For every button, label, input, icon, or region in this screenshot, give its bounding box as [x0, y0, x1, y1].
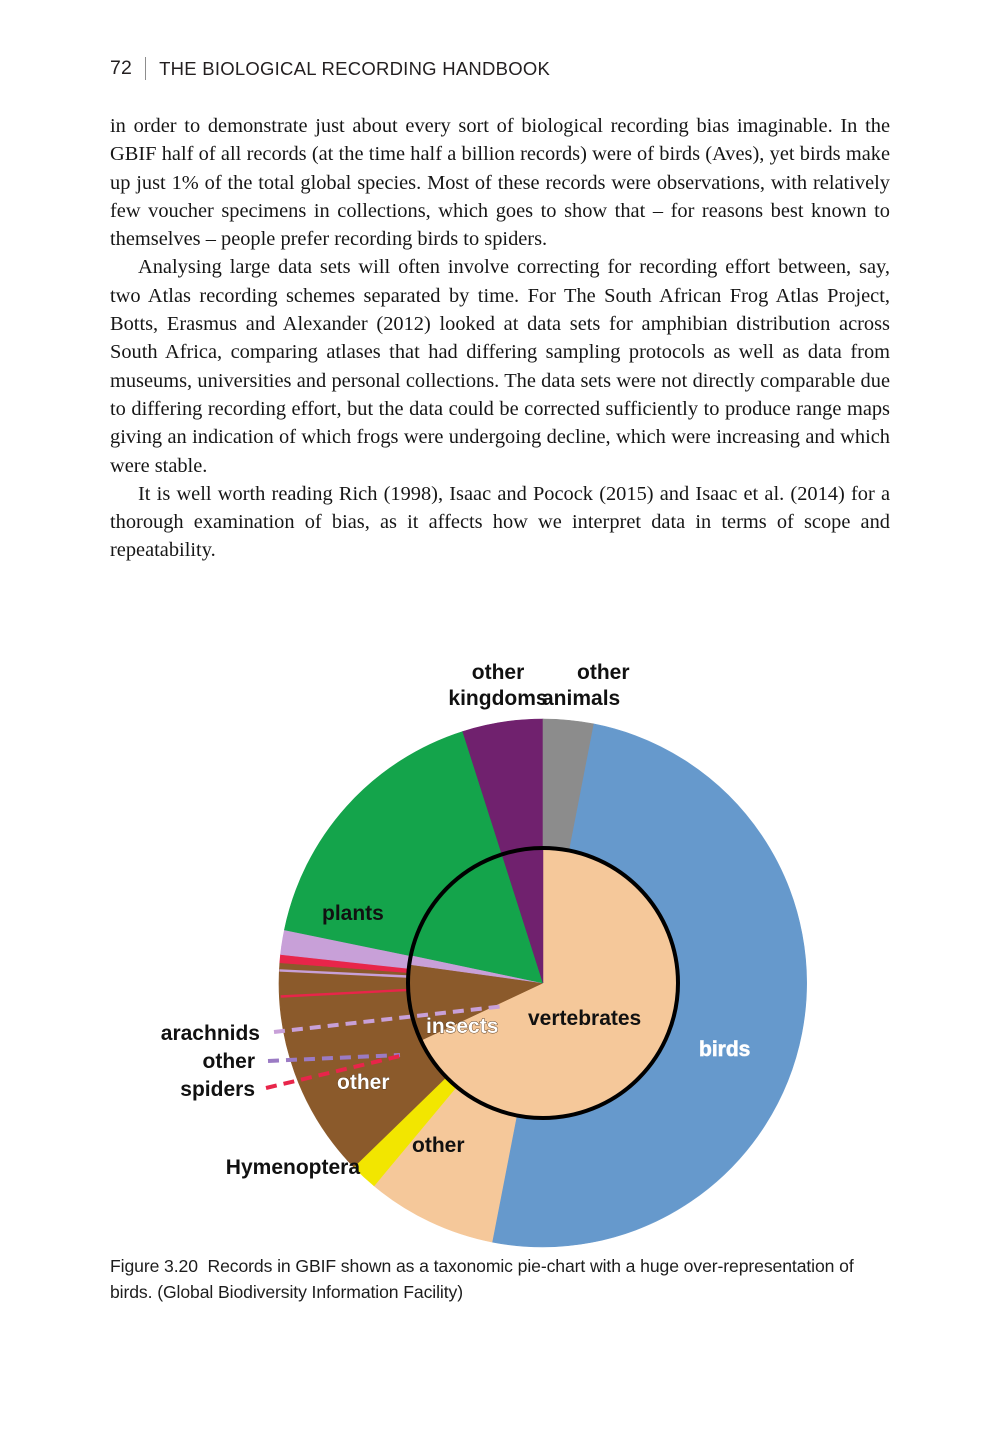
label-insects: insects — [426, 1015, 499, 1038]
label-other-kingdoms-line1: other — [471, 661, 525, 684]
running-head — [110, 57, 550, 80]
label-arachnids: arachnids — [160, 1022, 260, 1045]
body-text — [110, 112, 890, 565]
label-vertebrates: vertebrates — [528, 1007, 642, 1030]
book-title: THE BIOLOGICAL RECORDING HANDBOOK — [159, 57, 551, 79]
figure-caption-text: Records in GBIF shown as a taxonomic pie-chart with a huge over-representation of birds. (Global Biodiversity Information Facility) — [110, 1256, 854, 1302]
label-other-invertebrates: other — [202, 1050, 255, 1073]
paragraph-2: Analysing large data sets will often involve correcting for recording effort between, say, two Atlas recording schemes separated by time. For The South African Frog Atlas Project, Botts, Erasmus and Alexander (2012) looked at data sets for amphibian distribution across South Africa, comparing atlases that had differing sampling protocols as well as data from museums, universities and personal collections. The data sets were not directly comparable due to differing recording effort, but the data could be corrected sufficiently to produce range maps giving an indication of which frogs were undergoing decline, which were increasing and which were stable. — [110, 256, 890, 477]
paragraph-1: in order to demonstrate just about every sort of biological recording bias imaginable. In the GBIF half of all records (at the time half a billion records) were of birds (Aves), yet birds make up just 1% of the total global species. Most of these records were observations, with relatively few voucher specimens in collections, which goes to show that – for reasons best known to themselves – people prefer recording birds to spiders. — [110, 115, 890, 251]
pie-chart-svg — [0, 628, 1000, 1248]
label-spiders: spiders — [180, 1078, 255, 1101]
label-hymenoptera: Hymenoptera — [225, 1156, 360, 1179]
label-other-animals-line1: other — [577, 661, 630, 684]
page-number: 72 — [110, 57, 133, 79]
label-other-insects: other — [337, 1071, 390, 1094]
running-head-divider — [145, 57, 146, 80]
label-other-animals-line2: animals — [542, 687, 621, 710]
label-birds: birds — [699, 1038, 751, 1061]
label-other-vertebrates: other — [412, 1134, 465, 1157]
paragraph-3: It is well worth reading Rich (1998), Isaac and Pocock (2015) and Isaac et al. (2014) for a thorough examination of bias, as it affects how we interpret data in terms of scope and repeatability. — [110, 482, 890, 562]
figure-3-20 — [0, 628, 1000, 1248]
label-other-kingdoms-line2: kingdoms — [448, 687, 548, 710]
label-plants: plants — [322, 902, 384, 925]
figure-number: Figure 3.20 — [110, 1256, 198, 1276]
figure-caption — [110, 1253, 892, 1305]
